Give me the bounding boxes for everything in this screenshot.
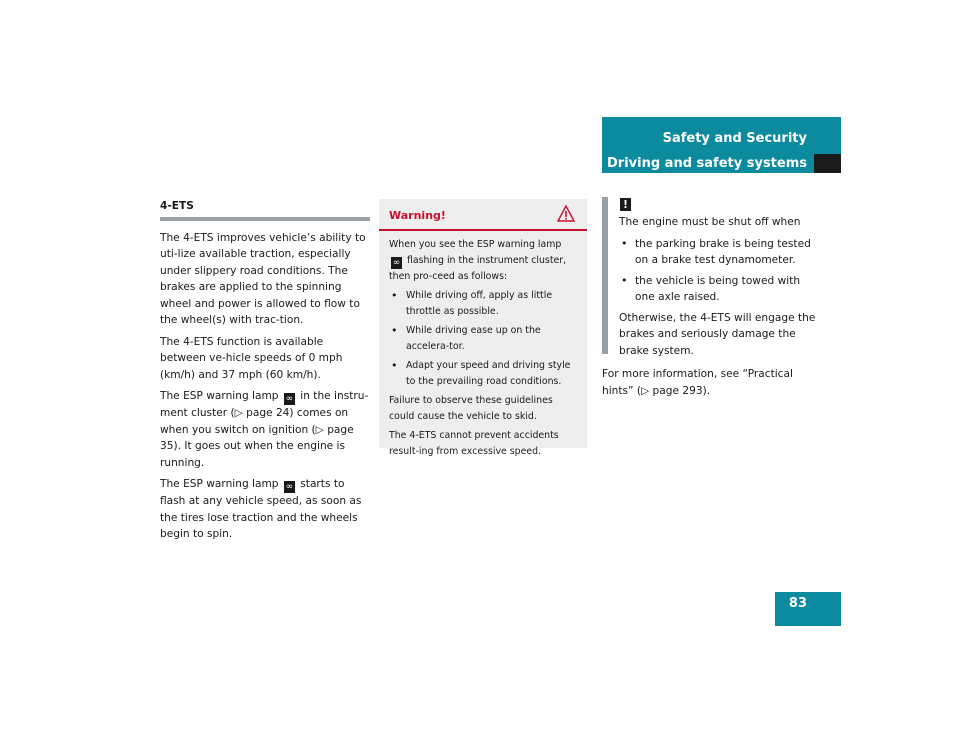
header-bar	[602, 117, 841, 173]
paragraph-lamp-on	[160, 388, 370, 471]
subsection-title: Driving and safety systems	[607, 156, 807, 171]
text: in the instru-ment cluster (▷ page 24) comes on when you switch on ignition (▷ page 35). It goes out when the engine is running.	[160, 390, 369, 469]
warning-intro	[389, 237, 577, 284]
paragraph-speed-range: The 4-ETS function is available between ve-hicle speeds of 0 mph (km/h) and 37 mph (60 km/h).	[160, 335, 343, 381]
section-title: Safety and Security	[662, 131, 807, 146]
esp-warning-lamp-icon: ∞	[392, 257, 401, 268]
warning-triangle-icon	[557, 205, 575, 223]
warning-title: Warning!	[389, 209, 446, 222]
warning-box	[379, 199, 587, 457]
list-item: • While driving ease up on the accelera-tor.	[389, 323, 577, 354]
warning-bullets	[389, 288, 577, 389]
heading-rule	[160, 217, 370, 221]
more-info	[602, 366, 817, 404]
page-number: 83	[788, 596, 807, 611]
note-bar	[602, 197, 608, 354]
warning-skid: Failure to observe these guidelines could cause the vehicle to skid.	[389, 395, 553, 422]
esp-warning-lamp-icon: ∞	[285, 394, 294, 404]
header-marker	[814, 154, 841, 173]
column-4ets	[160, 198, 370, 548]
note-outro: Otherwise, the 4-ETS will engage the brakes and seriously damage the brake system.	[619, 311, 816, 357]
note-bullets	[619, 236, 817, 306]
warning-body	[379, 231, 587, 459]
text: starts to flash at any vehicle speed, as soon as the tires lose traction and the wheels begin to spin.	[160, 478, 362, 540]
paragraph-traction: The 4-ETS improves vehicle’s ability to uti-lize available traction, especially under slippery road conditions. The brakes are applied to the spinning wheel and power is allowed to flow to the wheel(s) with trac-tion.	[160, 231, 366, 326]
section-heading: 4-ETS	[160, 200, 194, 212]
list-item: • the parking brake is being tested on a brake test dynamometer.	[619, 236, 817, 269]
page-number-box	[775, 592, 841, 626]
text: The ESP warning lamp	[160, 390, 279, 402]
note-exclamation-icon: !	[620, 198, 631, 211]
paragraph-lamp-flash	[160, 476, 370, 543]
more-info-text: For more information, see “Practical hints” (▷ page 293).	[602, 368, 793, 397]
note-intro: The engine must be shut off when	[619, 216, 801, 228]
list-item: • the vehicle is being towed with one axle raised.	[619, 273, 817, 306]
text: The ESP warning lamp	[160, 478, 279, 490]
text: When you see the ESP warning lamp	[389, 239, 562, 250]
list-item: • Adapt your speed and driving style to the prevailing road conditions.	[389, 358, 577, 389]
warning-speed: The 4-ETS cannot prevent accidents result-ing from excessive speed.	[389, 430, 559, 457]
esp-warning-lamp-icon: ∞	[285, 482, 294, 492]
warning-header	[379, 199, 587, 231]
text: flashing in the instrument cluster, then pro-ceed as follows:	[389, 254, 567, 282]
note-content	[619, 214, 817, 364]
list-item: • While driving off, apply as little throttle as possible.	[389, 288, 577, 319]
